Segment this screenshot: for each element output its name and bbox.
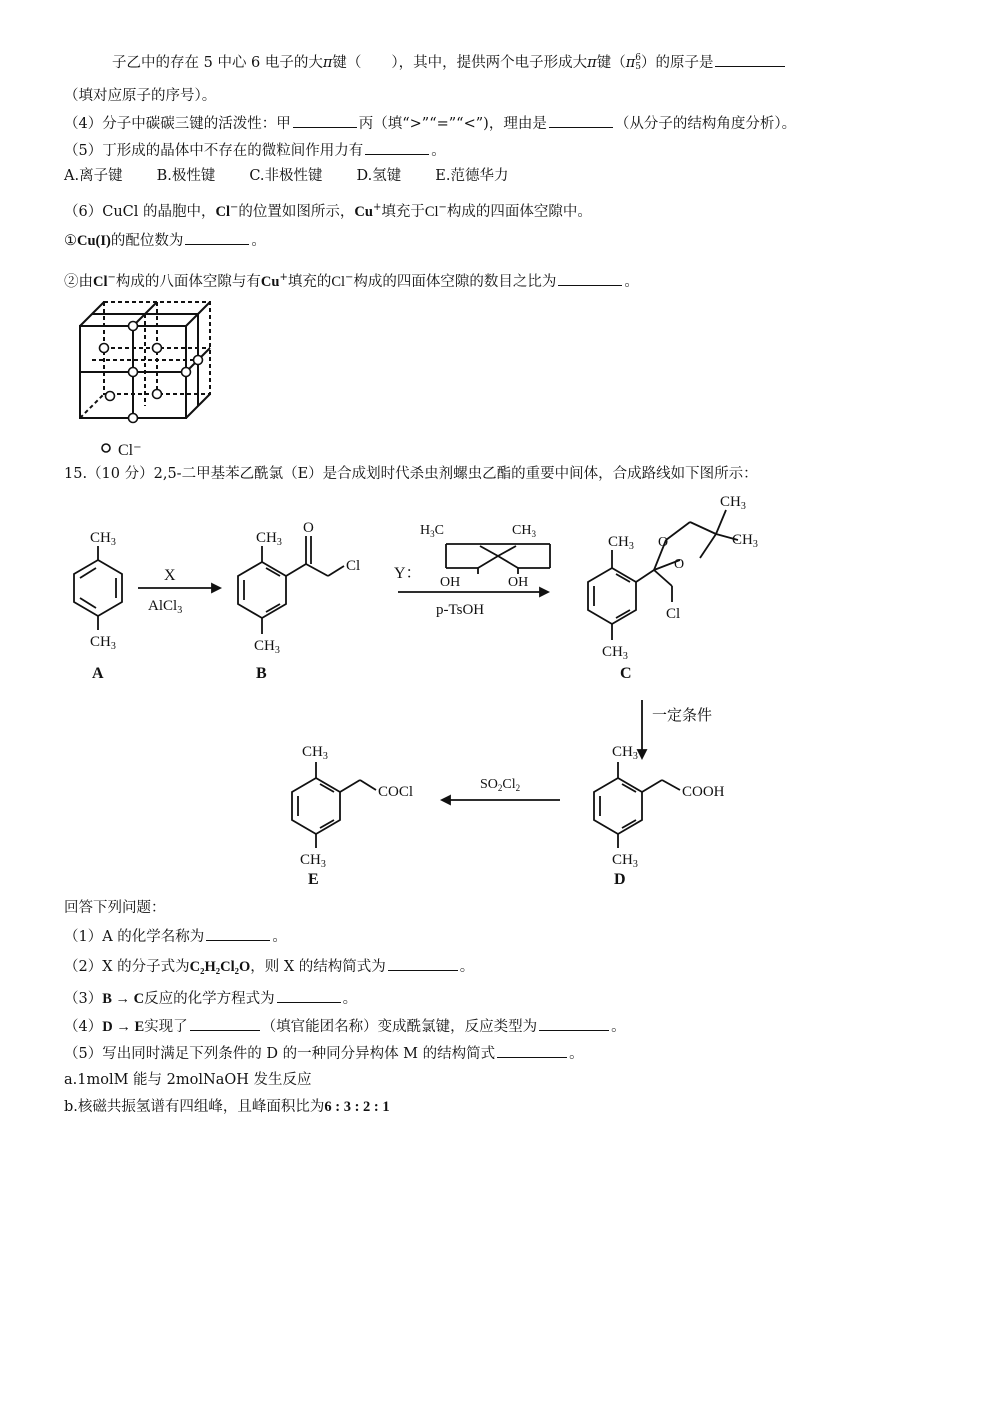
svg-text:CH3: $CH_3$ (612, 744, 638, 762)
option-c: C.非极性键 (249, 168, 323, 184)
q14-part6: （6）CuCl 的晶胞中，Cl−的位置如图所示，Cu+填充于Cl−构成的四面体空隙中。 (64, 202, 592, 220)
condition-a: a.1molM 能与 2molNaOH 发生反应 (64, 1072, 312, 1088)
answer-blank-name-a[interactable] (206, 926, 270, 941)
svg-text:CH3: $CH_3$ (512, 523, 536, 539)
answer-blank-structure-x[interactable] (388, 956, 458, 971)
answer-blank-reaction-type[interactable] (539, 1016, 609, 1031)
svg-text:CH3: $CH_3$ (608, 534, 634, 552)
svg-text:O: O (674, 557, 685, 572)
legend-cl-label: Cl⁻ (118, 442, 142, 459)
svg-text:Cl: Cl (666, 606, 681, 622)
svg-text:CH3: $CH_3$ (256, 530, 282, 548)
answer-blank-isomer[interactable] (497, 1043, 567, 1058)
option-a: A.离子键 (64, 168, 123, 184)
q14-line2: （填对应原子的序号）。 (64, 88, 217, 104)
synthesis-scheme (60, 488, 780, 898)
reagent-ptsoh: p-TsOH (436, 602, 485, 618)
q14-part5: （5）丁形成的晶体中不存在的微粒间作用力有 。 (64, 140, 446, 161)
q15-part5: （5）写出同时满足下列条件的 D 的一种同分异构体 M 的结构简式 。 (64, 1043, 584, 1064)
answer-blank-reason[interactable] (549, 113, 613, 128)
reagent-y: Y： (394, 565, 422, 582)
answer-blank-coordination[interactable] (185, 230, 249, 245)
svg-text:CH3: $CH_3$ (300, 852, 326, 870)
svg-text:COCl: COCl (378, 784, 414, 800)
pi-symbol: π (322, 55, 333, 71)
svg-text:CH3: $CH_3$ (612, 852, 638, 870)
svg-text:O: O (303, 520, 314, 536)
compound-c-label: C (620, 665, 632, 682)
svg-text:CH3: $CH_3$ (732, 532, 758, 550)
option-b: B.极性键 (156, 168, 216, 184)
svg-text:Cl: Cl (346, 558, 361, 574)
svg-text:H3C: $H_3C$ (420, 523, 444, 539)
svg-text:CH3: $CH_3$ (720, 494, 746, 512)
svg-text:CH3: $CH_3$ (302, 744, 328, 762)
svg-text:O: O (658, 535, 669, 550)
q14-options (64, 166, 542, 186)
svg-text:AlCl3: AlCl$_3$ (148, 598, 183, 616)
q15-part1: （1）A 的化学名称为 。 (64, 926, 287, 947)
answer-blank-forces[interactable] (365, 140, 429, 155)
svg-text:OH: OH (508, 575, 529, 590)
q14-sub1: ①Cu(I)的配位数为 。 (64, 230, 266, 251)
q15-part3: （3）B → C反应的化学方程式为 。 (64, 988, 357, 1009)
answer-blank-compare[interactable] (293, 113, 357, 128)
option-e: E.范德华力 (435, 168, 509, 184)
answer-blank-ratio[interactable] (558, 271, 622, 286)
svg-text:OH: OH (440, 575, 461, 590)
compound-d-label: D (614, 871, 626, 888)
svg-text:CH3: $CH_3$ (602, 644, 628, 662)
svg-text:CH3: $CH_3$ (90, 634, 116, 652)
cucl-unit-cell-figure (70, 296, 220, 460)
q15-part4: （4）D → E实现了 （填官能团名称）变成酰氯键，反应类型为 。 (64, 1016, 626, 1037)
compound-e-label: E (308, 871, 319, 888)
q14-sub2: ②由Cl−构成的八面体空隙与有Cu+填充的Cl−构成的四面体空隙的数目之比为 。 (64, 272, 639, 290)
q15-intro: 15.（10 分）2,5-二甲基苯乙酰氯（E）是合成划时代杀虫剂螺虫乙酯的重要中间体，合成路线如下图所示： (64, 466, 758, 482)
answer-blank-atom[interactable] (715, 52, 785, 67)
q15-part2: （2）X 的分子式为C₂H₂Cl₂O，则 X 的结构简式为 。 (64, 956, 474, 977)
svg-text:COOH: COOH (682, 784, 725, 800)
svg-text:CH3: $CH_3$ (254, 638, 280, 656)
q14-part4: （4）分子中碳碳三键的活泼性：甲 丙（填“>”“=”“<”)，理由是 （从分子的结构角度分析）。 (64, 113, 796, 134)
answer-blank-group[interactable] (190, 1016, 260, 1031)
svg-text:CH3: $CH_3$ (90, 530, 116, 548)
q14-line1: 子乙中的存在 5 中心 6 电子的大π键（ ），其中，提供两个电子形成大π键（π 6 5 ）的原子是 (112, 52, 787, 73)
reagent-x: X (164, 567, 176, 584)
compound-a-label: A (92, 665, 104, 682)
condition-text: 一定条件 (652, 708, 713, 724)
answer-blank-equation[interactable] (277, 988, 341, 1003)
answer-header: 回答下列问题： (64, 900, 166, 916)
svg-text:SO2Cl2: $SO_2Cl_2$ (480, 777, 521, 793)
compound-b-label: B (256, 665, 267, 682)
condition-b: b.核磁共振氢谱有四组峰，且峰面积比为6 : 3 : 2 : 1 (64, 1099, 390, 1115)
option-d: D.氢键 (356, 168, 402, 184)
